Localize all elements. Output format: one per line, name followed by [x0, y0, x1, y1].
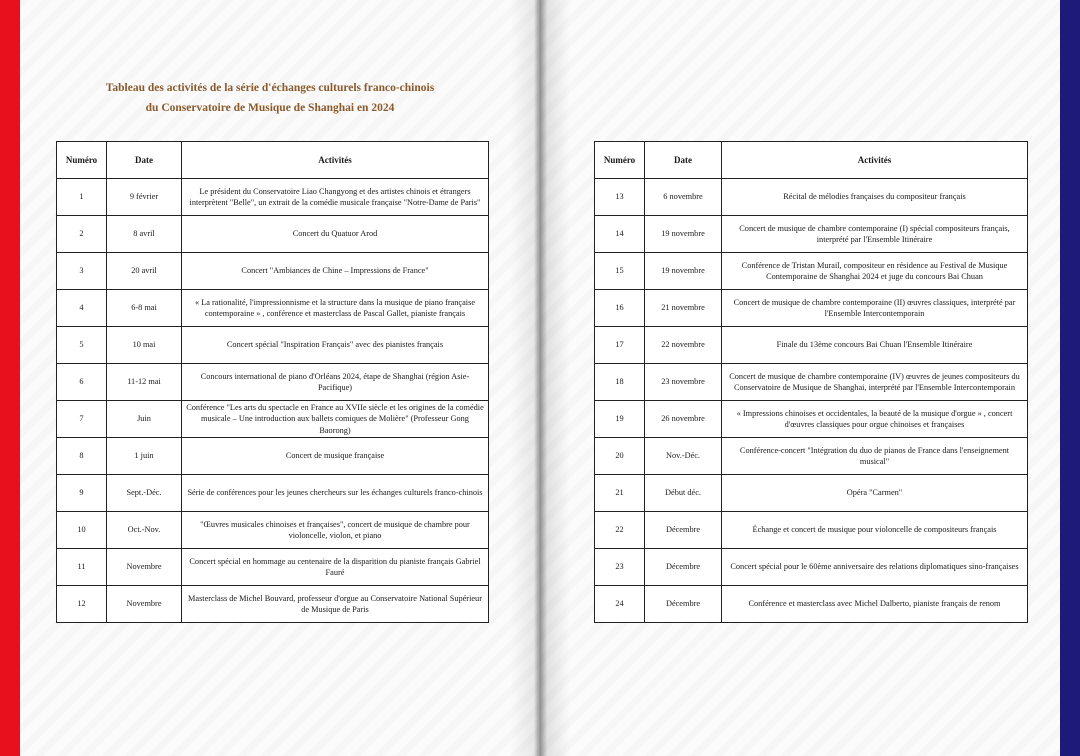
- row-number: 13: [595, 179, 645, 216]
- row-activity: Conférence et masterclass avec Michel Dalberto, pianiste français de renom: [722, 586, 1028, 623]
- row-number: 16: [595, 290, 645, 327]
- row-date: Nov.-Déc.: [645, 438, 722, 475]
- row-number: 10: [57, 512, 107, 549]
- table-row: [595, 327, 1028, 364]
- row-date: Juin: [107, 401, 182, 438]
- row-date: 19 novembre: [645, 253, 722, 290]
- row-activity: Conférence de Tristan Murail, compositeur en résidence au Festival de Musique Contemporaine de Shanghai 2024 et juge du concours Bai Chuan: [722, 253, 1028, 290]
- table-row: [57, 216, 489, 253]
- table-row: [57, 586, 489, 623]
- row-date: 6-8 mai: [107, 290, 182, 327]
- row-number: 17: [595, 327, 645, 364]
- row-number: 20: [595, 438, 645, 475]
- row-number: 21: [595, 475, 645, 512]
- row-number: 3: [57, 253, 107, 290]
- table-row: [57, 253, 489, 290]
- header-date: Date: [645, 142, 722, 179]
- row-date: Oct.-Nov.: [107, 512, 182, 549]
- table-row: [595, 290, 1028, 327]
- table-header-row: [57, 142, 489, 179]
- table-row: [57, 438, 489, 475]
- row-date: 6 novembre: [645, 179, 722, 216]
- row-date: Novembre: [107, 549, 182, 586]
- header-number: Numéro: [57, 142, 107, 179]
- document-title-line-2: du Conservatoire de Musique de Shanghai en 2024: [145, 102, 395, 114]
- row-activity: Concert du Quatuor Arod: [182, 216, 489, 253]
- row-activity: Finale du 13ème concours Bai Chuan l'Ensemble Itinéraire: [722, 327, 1028, 364]
- row-activity: Opéra "Carmen": [722, 475, 1028, 512]
- table-row: [57, 512, 489, 549]
- row-number: 5: [57, 327, 107, 364]
- table-row: [595, 401, 1028, 438]
- row-date: 11-12 mai: [107, 364, 182, 401]
- row-number: 24: [595, 586, 645, 623]
- row-date: Décembre: [645, 586, 722, 623]
- row-date: Décembre: [645, 512, 722, 549]
- row-activity: Concert de musique de chambre contemporaine (II) œuvres classiques, interprété par l'Ensemble Intercontemporain: [722, 290, 1028, 327]
- row-number: 2: [57, 216, 107, 253]
- table-row: [595, 253, 1028, 290]
- left-table-body: [57, 179, 489, 623]
- header-activity: Activités: [182, 142, 489, 179]
- row-date: 8 avril: [107, 216, 182, 253]
- row-activity: Concours international de piano d'Orléans 2024, étape de Shanghai (région Asie-Pacifique): [182, 364, 489, 401]
- row-date: 20 avril: [107, 253, 182, 290]
- row-activity: Le président du Conservatoire Liao Changyong et des artistes chinois et étrangers interprètent "Belle", un extrait de la comédie musicale française "Notre-Dame de Paris": [182, 179, 489, 216]
- right-table-body: [595, 179, 1028, 623]
- table-row: [595, 549, 1028, 586]
- flag-red-strip: [0, 0, 20, 756]
- row-activity: Masterclass de Michel Bouvard, professeur d'orgue au Conservatoire National Supérieur de Musique de Paris: [182, 586, 489, 623]
- document-title: [60, 78, 480, 118]
- row-number: 8: [57, 438, 107, 475]
- book-spine-shadow: [510, 0, 570, 756]
- row-activity: Échange et concert de musique pour violoncelle de compositeurs français: [722, 512, 1028, 549]
- row-number: 19: [595, 401, 645, 438]
- table-row: [57, 179, 489, 216]
- table-row: [595, 475, 1028, 512]
- row-activity: Série de conférences pour les jeunes chercheurs sur les échanges culturels franco-chinois: [182, 475, 489, 512]
- row-activity: "Œuvres musicales chinoises et françaises", concert de musique de chambre pour violoncelle, violon, et piano: [182, 512, 489, 549]
- row-date: Début déc.: [645, 475, 722, 512]
- row-date: 10 mai: [107, 327, 182, 364]
- row-activity: Récital de mélodies françaises du compositeur français: [722, 179, 1028, 216]
- activities-table-right: [594, 141, 1028, 623]
- row-number: 11: [57, 549, 107, 586]
- row-number: 9: [57, 475, 107, 512]
- table-row: [595, 364, 1028, 401]
- table-row: [57, 290, 489, 327]
- header-number: Numéro: [595, 142, 645, 179]
- row-date: 26 novembre: [645, 401, 722, 438]
- row-date: 22 novembre: [645, 327, 722, 364]
- row-date: 1 juin: [107, 438, 182, 475]
- row-date: 9 février: [107, 179, 182, 216]
- table-row: [57, 549, 489, 586]
- row-date: Sept.-Déc.: [107, 475, 182, 512]
- header-date: Date: [107, 142, 182, 179]
- row-date: Décembre: [645, 549, 722, 586]
- row-activity: Concert spécial en hommage au centenaire de la disparition du pianiste français Gabriel Fauré: [182, 549, 489, 586]
- row-activity: Concert spécial pour le 60ème anniversaire des relations diplomatiques sino-françaises: [722, 549, 1028, 586]
- table-row: [57, 475, 489, 512]
- row-number: 15: [595, 253, 645, 290]
- row-activity: Conférence-concert "Intégration du duo de pianos de France dans l'enseignement musical": [722, 438, 1028, 475]
- row-activity: Concert "Ambiances de Chine – Impressions de France": [182, 253, 489, 290]
- row-number: 4: [57, 290, 107, 327]
- row-number: 23: [595, 549, 645, 586]
- row-number: 14: [595, 216, 645, 253]
- row-activity: « La rationalité, l'impressionnisme et la structure dans la musique de piano française contemporaine » , conférence et masterclass de Pascal Gallet, pianiste français: [182, 290, 489, 327]
- table-row: [57, 327, 489, 364]
- activities-table-left: [56, 141, 489, 623]
- row-number: 22: [595, 512, 645, 549]
- row-number: 12: [57, 586, 107, 623]
- row-date: 23 novembre: [645, 364, 722, 401]
- table-row: [595, 216, 1028, 253]
- document-title-line-1: Tableau des activités de la série d'échanges culturels franco-chinois: [105, 82, 435, 94]
- table-row: [595, 512, 1028, 549]
- table-header-row: [595, 142, 1028, 179]
- table-row: [595, 438, 1028, 475]
- row-number: 6: [57, 364, 107, 401]
- table-row: [57, 401, 489, 438]
- header-activity: Activités: [722, 142, 1028, 179]
- row-activity: Conférence "Les arts du spectacle en France au XVIIe siècle et les origines de la comédie musicale – Une introduction aux ballets comiques de Molière" (Professeur Gong Baorong): [182, 401, 489, 438]
- row-date: 21 novembre: [645, 290, 722, 327]
- row-activity: Concert de musique française: [182, 438, 489, 475]
- table-row: [595, 179, 1028, 216]
- table-row: [595, 586, 1028, 623]
- row-activity: Concert spécial "Inspiration Français" avec des pianistes français: [182, 327, 489, 364]
- row-number: 7: [57, 401, 107, 438]
- row-date: Novembre: [107, 586, 182, 623]
- flag-blue-strip: [1060, 0, 1080, 756]
- row-activity: « Impressions chinoises et occidentales, la beauté de la musique d'orgue » , concert d'œuvres classiques pour orgue chinoises et françaises: [722, 401, 1028, 438]
- row-date: 19 novembre: [645, 216, 722, 253]
- table-row: [57, 364, 489, 401]
- row-number: 1: [57, 179, 107, 216]
- row-activity: Concert de musique de chambre contemporaine (I) spécial compositeurs français, interprété par l'Ensemble Itinéraire: [722, 216, 1028, 253]
- row-number: 18: [595, 364, 645, 401]
- row-activity: Concert de musique de chambre contemporaine (IV) œuvres de jeunes compositeurs du Conservatoire de Musique de Shanghai, interprété par l'Ensemble Intercontemporain: [722, 364, 1028, 401]
